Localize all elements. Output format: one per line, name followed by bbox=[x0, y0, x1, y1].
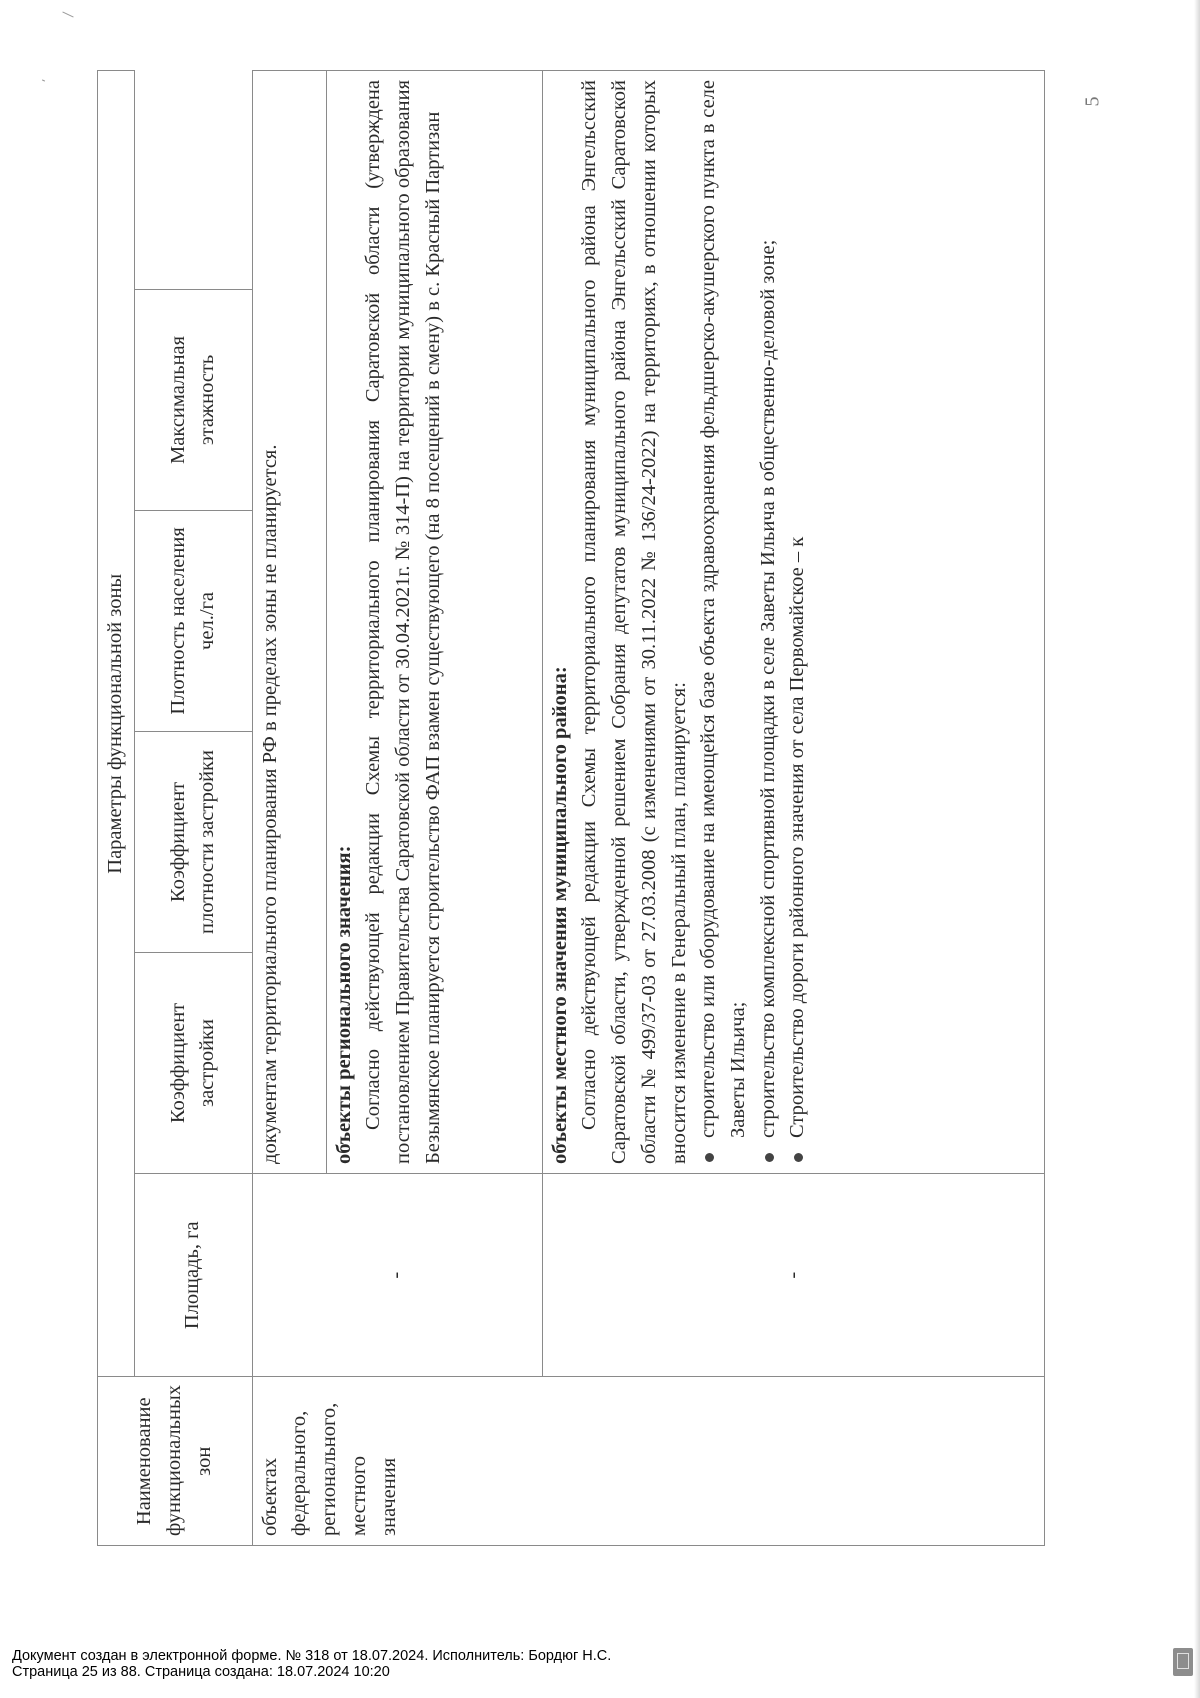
footer-line-2: Страница 25 из 88. Страница создана: 18.07.2024 10:20 bbox=[12, 1664, 390, 1680]
footer-line-1: Документ создан в электронной форме. № 318 от 18.07.2024. Исполнитель: Бордюг Н.С. bbox=[12, 1648, 612, 1664]
bullet-icon bbox=[794, 1153, 803, 1162]
regional-text: Согласно действующей редакции Схемы территориального планирования Саратовской области (утверждена постановлением Правительства Саратовской области от 30.04.2021г. № 314-П) на территории муниципального образования Безымянское планируется строительство ФАП взамен существующего (на 8 посещений в смену) в с. Красный Партизан bbox=[362, 80, 444, 1164]
regional-heading: объекты регионального значения: bbox=[332, 845, 355, 1164]
bullet-icon bbox=[765, 1153, 774, 1162]
local-text: Согласно действующей редакции Схемы территориального планирования муниципального района Энгельсский Саратовской области, утвержденной решением Собрания депутатов муниципального района Энгельсский Саратовской области № 499/37-03 от 27.03.2008 (с изменениями от 30.11.2022 № 136/24-2022) на территориях, в отношении которых вносится изменение в Генеральный план, планируется: bbox=[578, 80, 690, 1164]
bullet-icon bbox=[705, 1153, 714, 1162]
header-max-floors: Максимальная этажность bbox=[134, 289, 252, 510]
list-item bbox=[783, 80, 813, 1138]
zone-name-cell: объектах федерального, регионального, местного значения bbox=[252, 1377, 1044, 1546]
header-params-title: Параметры функциональной зоны bbox=[98, 71, 135, 1378]
list-item-text: строительство комплексной спортивной площадки в селе Заветы Ильича в общественно-деловой зоне; bbox=[756, 239, 779, 1138]
list-item-text: строительство или оборудование на имеющейся базе объекта здравоохранения фельдшерско-акушерского пункта в селе Заветы Ильича; bbox=[697, 80, 750, 1138]
list-item bbox=[694, 80, 753, 1138]
header-area: Площадь, га bbox=[134, 1173, 252, 1377]
header-zone-name: Наименование функциональных зон bbox=[98, 1377, 253, 1546]
header-pop-density: Плотность населения чел./га bbox=[134, 510, 252, 731]
rotated-page-content bbox=[97, 70, 1045, 1546]
functional-zones-table bbox=[97, 70, 1045, 1546]
local-heading: объекты местного значения муниципального района: bbox=[548, 666, 571, 1164]
dash-local: - bbox=[542, 1173, 1044, 1377]
dash-regional: - bbox=[252, 1173, 542, 1377]
page-edge bbox=[1194, 0, 1200, 1698]
document-footer bbox=[12, 1648, 611, 1680]
document-stamp-icon bbox=[1173, 1648, 1193, 1676]
header-built-coef: Коэффициент застройки bbox=[134, 952, 252, 1173]
list-item-text: Строительство дороги районного значения от села Первомайское – к bbox=[786, 536, 809, 1138]
list-item bbox=[754, 80, 784, 1138]
row-federal-text: документам территориального планирования РФ в пределах зоны не планируется. bbox=[252, 71, 326, 1174]
header-density-coef: Коэффициент плотности застройки bbox=[134, 731, 252, 952]
scan-mark bbox=[62, 12, 73, 18]
scan-mark bbox=[42, 79, 45, 81]
local-objects-cell bbox=[542, 71, 1044, 1174]
regional-objects-cell bbox=[326, 71, 542, 1174]
planned-items-list bbox=[694, 80, 813, 1164]
page-number: 5 bbox=[1081, 96, 1104, 107]
